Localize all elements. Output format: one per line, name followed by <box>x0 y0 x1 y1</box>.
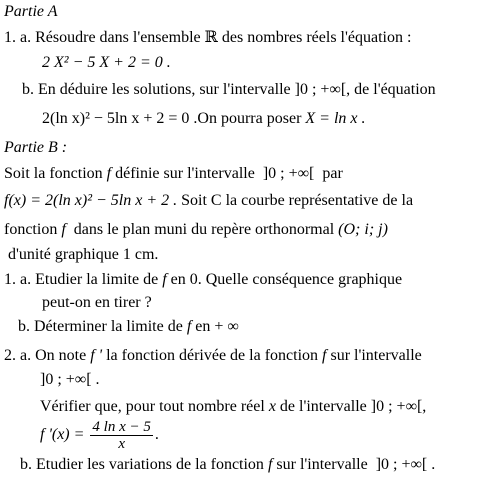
partie-b-q2a-verify: Vérifier que, pour tout nombre réel x de l'intervalle ]0 ; +∞[, <box>40 398 427 415</box>
interval: ]0 ; +∞[ <box>294 81 347 98</box>
partie-a-q1a: 1. a. Résoudre dans l'ensemble ℝ des nombres réels l'équation : <box>4 27 412 46</box>
equation-1: 2 X² − 5 X + 2 = 0 . <box>42 54 171 71</box>
equation-2: 2(ln x)² − 5ln x + 2 = 0 .On pourra poser X = ln x . <box>42 110 366 127</box>
partie-b-title: Partie B : <box>4 139 68 156</box>
partie-b-intro-line3: fonction f dans le plan muni du repère orthonormal (O; i; j) <box>4 221 388 238</box>
partie-b-intro-line4: d'unité graphique 1 cm. <box>8 246 159 263</box>
partie-a-q1b: b. En déduire les solutions, sur l'intervalle ]0 ; +∞[, de l'équation <box>22 81 436 98</box>
partie-b-intro-line2: f(x) = 2(ln x)² − 5ln x + 2 . Soit C la courbe représentative de la <box>4 192 414 209</box>
partie-b-q2a-interval: ]0 ; +∞[ . <box>40 371 100 388</box>
partie-b-q2a: 2. a. On note f ' la fonction dérivée de la fonction f sur l'intervalle <box>4 347 422 364</box>
partie-b-q2b: b. Etudier les variations de la fonction f sur l'intervalle ]0 ; +∞[ . <box>20 456 436 473</box>
derivative-fraction: $\frac{\text{4 ln x − 5}}{x}$ <box>92 418 151 452</box>
function-definition: f(x) = 2(ln x)² − 5ln x + 2 . <box>4 192 178 209</box>
repere: (O; i; j) <box>338 221 388 238</box>
partie-b-q1a: 1. a. Etudier la limite de f en 0. Quelle conséquence graphique <box>4 271 403 288</box>
partie-b-q1a-cont: peut-on en tirer ? <box>42 294 152 311</box>
partie-b-q1b: b. Déterminer la limite de f en + ∞ <box>18 318 239 335</box>
partie-b-intro-line1: Soit la fonction f définie sur l'intervalle ]0 ; +∞[ par <box>4 165 343 182</box>
derivative-formula: f '(x) = $\frac{\text{4 ln x − 5}}{x}$ . <box>40 418 159 452</box>
partie-a-title: Partie A <box>4 3 58 20</box>
